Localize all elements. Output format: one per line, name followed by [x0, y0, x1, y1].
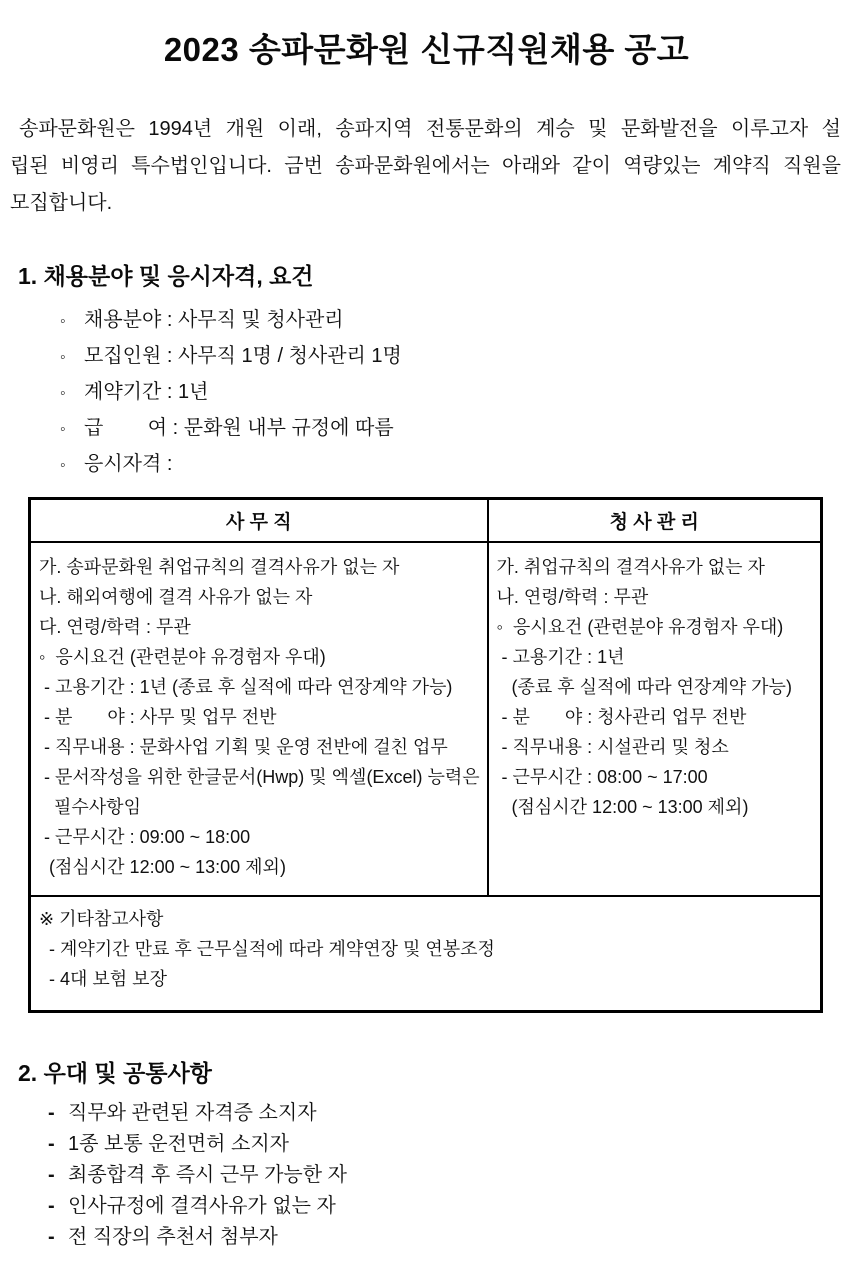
table-cell-line: - 근무시간 : 09:00 ~ 18:00 [39, 827, 251, 847]
table-cell-line: ◦ 응시요건 (관련분야 유경험자 우대) [496, 617, 784, 637]
table-cell-line: 필수사항임 [39, 797, 141, 817]
notes-cell-lines [39, 904, 816, 994]
table-cell-line: 다. 연령/학력 : 무관 [39, 617, 191, 637]
table-notes-row [30, 896, 822, 1012]
table-cell-line: 가. 송파문화원 취업규칙의 결격사유가 없는 자 [39, 557, 400, 577]
other-notes-cell [30, 896, 822, 1012]
table-header-row [30, 499, 822, 543]
office-requirements-cell [30, 542, 488, 896]
list-item-text: 모집인원 : 사무직 1명 / 청사관리 1명 [84, 345, 402, 367]
dash-bullet: - [48, 1195, 55, 1217]
circle-bullet-icon: ◦ [60, 421, 66, 438]
list-item [48, 1129, 853, 1160]
table-cell-line: 가. 취업규칙의 결격사유가 없는 자 [496, 557, 765, 577]
circle-bullet-icon: ◦ [60, 385, 66, 402]
section-1-heading: 1. 채용분야 및 응시자격, 요건 [18, 263, 314, 289]
list-item [60, 339, 853, 375]
list-item-text: 급 여 : 문화원 내부 규정에 따름 [84, 417, 394, 439]
list-item [48, 1191, 853, 1222]
table-cell-line: - 직무내용 : 문화사업 기획 및 운영 전반에 걸친 업무 [39, 737, 448, 757]
list-item-text: 1종 보통 운전면허 소지자 [68, 1133, 289, 1155]
table-cell-line: - 분 야 : 청사관리 업무 전반 [496, 707, 747, 727]
office-column-header: 사 무 직 [30, 499, 488, 543]
circle-bullet-icon: ◦ [60, 349, 66, 366]
list-item [60, 375, 853, 411]
circle-bullet-icon: ◦ [60, 457, 66, 474]
facility-requirements-cell [488, 542, 822, 896]
section-2-list [48, 1098, 853, 1253]
section-2-heading: 2. 우대 및 공통사항 [18, 1060, 212, 1086]
qualification-table [28, 497, 823, 1013]
intro-paragraph: 송파문화원은 1994년 개원 이래, 송파지역 전통문화의 계승 및 문화발전을 이루고자 설립된 비영리 특수법인입니다. 금번 송파문화원에서는 아래와 같이 역량있는 계약직 직원을 모집합니다. [10, 118, 841, 214]
note-line: - 계약기간 만료 후 근무실적에 따라 계약연장 및 연봉조정 [39, 939, 495, 959]
table-cell-line: ◦ 응시요건 (관련분야 유경험자 우대) [39, 647, 326, 667]
list-item [48, 1222, 853, 1253]
table-cell-line: - 문서작성을 위한 한글문서(Hwp) 및 엑셀(Excel) 능력은 [39, 767, 480, 787]
section-1-list [60, 303, 853, 483]
circle-bullet-icon: ◦ [60, 313, 66, 330]
facility-column-header: 청 사 관 리 [488, 499, 822, 543]
office-cell-lines [39, 552, 483, 882]
dash-bullet: - [48, 1133, 55, 1155]
list-item [60, 411, 853, 447]
table-cell-line: - 직무내용 : 시설관리 및 청소 [496, 737, 729, 757]
facility-cell-lines [497, 552, 817, 822]
table-cell-line: 나. 해외여행에 결격 사유가 없는 자 [39, 587, 313, 607]
dash-bullet: - [48, 1226, 55, 1248]
dash-bullet: - [48, 1102, 55, 1124]
list-item-text: 전 직장의 추천서 첨부자 [68, 1226, 278, 1248]
table-cell-line: - 고용기간 : 1년 [496, 647, 625, 667]
table-cell-line: - 근무시간 : 08:00 ~ 17:00 [496, 767, 708, 787]
table-cell-line: 나. 연령/학력 : 무관 [496, 587, 649, 607]
list-item-text: 채용분야 : 사무직 및 청사관리 [84, 309, 344, 331]
note-line: - 4대 보험 보장 [39, 969, 167, 989]
list-item-text: 최종합격 후 즉시 근무 가능한 자 [68, 1164, 347, 1186]
page-title: 2023 송파문화원 신규직원채용 공고 [163, 31, 690, 68]
list-item [60, 303, 853, 339]
table-cell-line: (점심시간 12:00 ~ 13:00 제외) [39, 857, 286, 877]
table-body-row [30, 542, 822, 896]
table-cell-line: (점심시간 12:00 ~ 13:00 제외) [496, 797, 749, 817]
dash-bullet: - [48, 1164, 55, 1186]
list-item [48, 1098, 853, 1129]
list-item-text: 인사규정에 결격사유가 없는 자 [68, 1195, 336, 1217]
table-cell-line: (종료 후 실적에 따라 연장계약 가능) [496, 677, 792, 697]
list-item [60, 447, 853, 483]
table-cell-line: - 고용기간 : 1년 (종료 후 실적에 따라 연장계약 가능) [39, 677, 453, 697]
list-item [48, 1160, 853, 1191]
note-line: ※ 기타참고사항 [39, 909, 164, 929]
list-item-text: 직무와 관련된 자격증 소지자 [68, 1102, 317, 1124]
table-cell-line: - 분 야 : 사무 및 업무 전반 [39, 707, 277, 727]
list-item-text: 계약기간 : 1년 [84, 381, 209, 403]
list-item-text: 응시자격 : [84, 453, 173, 475]
